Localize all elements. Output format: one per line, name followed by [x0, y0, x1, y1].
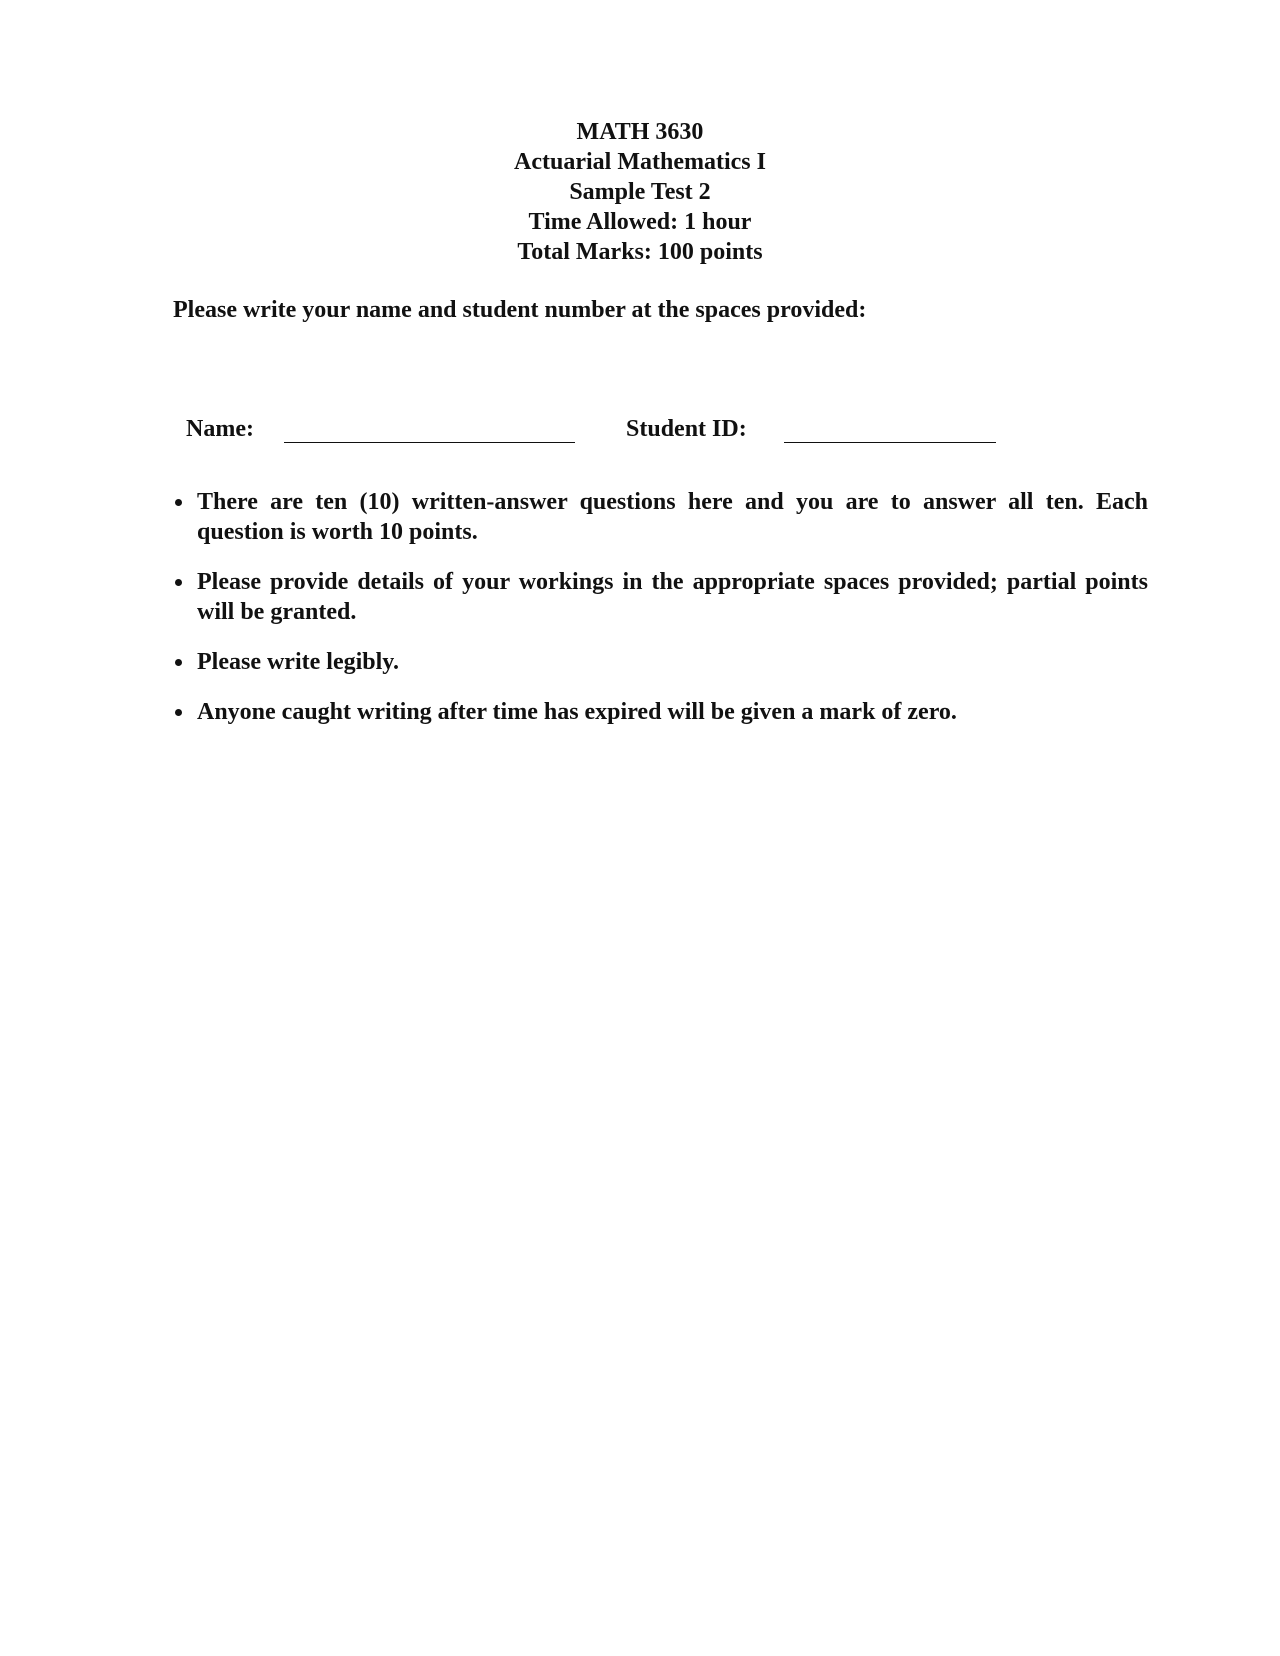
intro-text: Please write your name and student number at the spaces provided: [173, 297, 867, 323]
name-blank-line[interactable] [284, 442, 575, 443]
total-marks: Total Marks: 100 points [517, 239, 763, 265]
instructions-list [173, 487, 1148, 747]
instruction-item [173, 697, 1148, 727]
course-code: MATH 3630 [576, 119, 704, 145]
instruction-text: There are ten (10) written-answer questions here and you are to answer all ten. Each question is worth 10 points. [197, 489, 1148, 545]
student-id-blank-line[interactable] [784, 442, 996, 443]
instruction-item [173, 567, 1148, 627]
bullet-icon [175, 709, 182, 716]
bullet-icon [175, 659, 182, 666]
instruction-item [173, 487, 1148, 547]
time-allowed: Time Allowed: 1 hour [528, 209, 752, 235]
identity-fields [0, 414, 1280, 450]
bullet-icon [175, 499, 182, 506]
instruction-text: Anyone caught writing after time has expired will be given a mark of zero. [197, 699, 957, 725]
bullet-icon [175, 579, 182, 586]
instruction-text: Please write legibly. [197, 649, 399, 675]
course-title: Actuarial Mathematics I [514, 149, 766, 175]
instruction-text: Please provide details of your workings in the appropriate spaces provided; partial points will be granted. [197, 569, 1148, 625]
test-title: Sample Test 2 [569, 179, 711, 205]
instruction-item [173, 647, 1148, 677]
name-label: Name: [186, 416, 254, 442]
student-id-label: Student ID: [626, 416, 747, 442]
exam-header [0, 117, 1280, 267]
